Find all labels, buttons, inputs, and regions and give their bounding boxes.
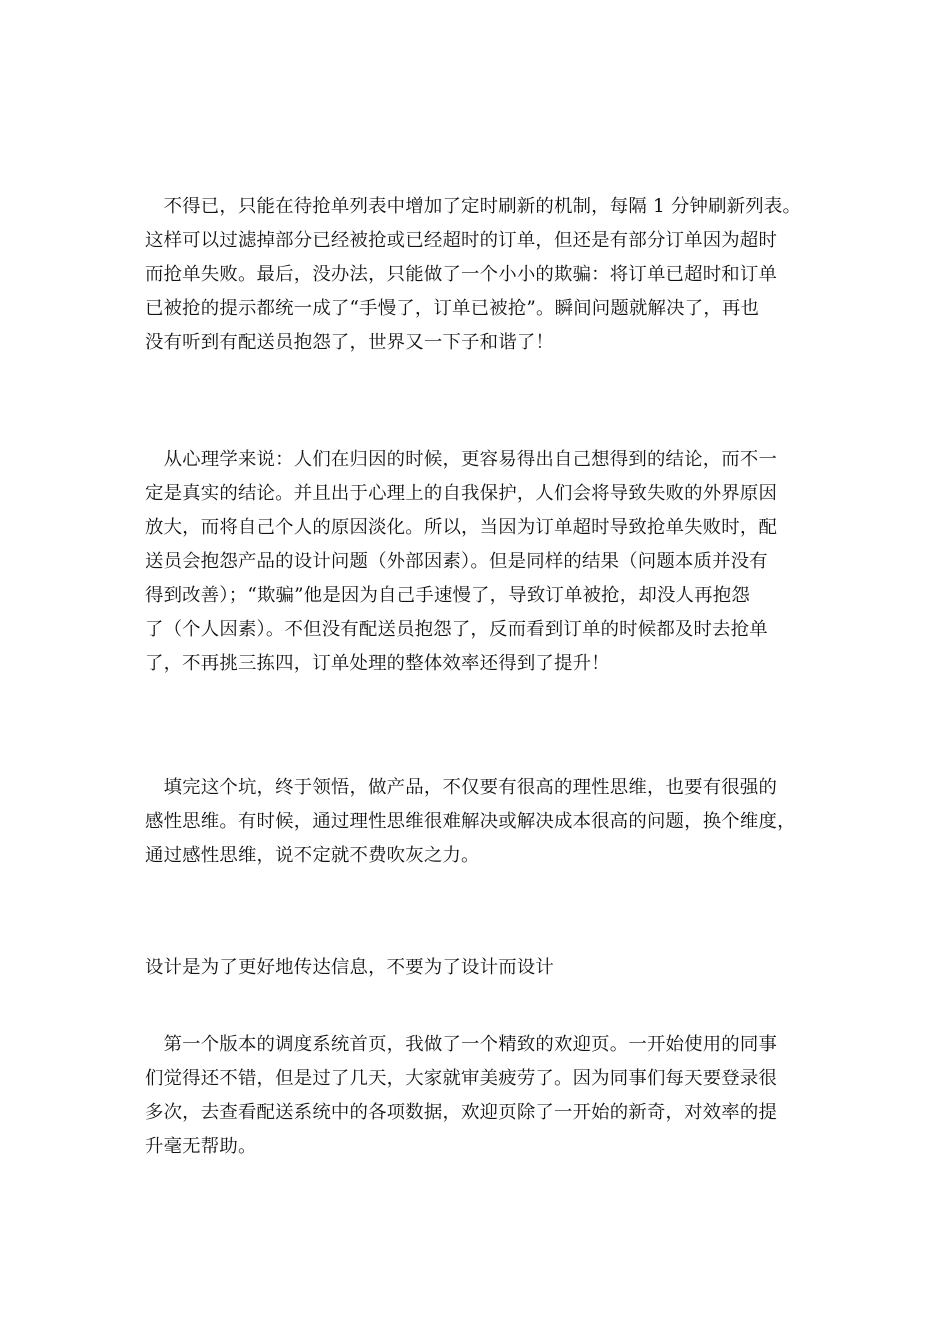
- paragraph-line: 多次，去查看配送系统中的各项数据，欢迎页除了一开始的新奇，对效率的提: [145, 1102, 778, 1123]
- paragraph-line: 送员会抱怨产品的设计问题（外部因素）。但是同样的结果（问题本质并没有: [145, 551, 768, 572]
- paragraph-welcome-page: [145, 1028, 810, 1164]
- paragraph-line: 而抢单失败。最后，没办法，只能做了一个小小的欺骗：将订单已超时和订单: [145, 264, 778, 285]
- paragraph-conclusion: [145, 771, 810, 873]
- paragraph-line: 没有听到有配送员抱怨了，世界又一下子和谐了！: [145, 332, 554, 353]
- paragraph-line: 放大，而将自己个人的原因淡化。所以，当因为订单超时导致抢单失败时，配: [145, 517, 778, 538]
- paragraph-line: 定是真实的结论。并且出于心理上的自我保护，人们会将导致失败的外界原因: [145, 483, 778, 504]
- paragraph-line: 不得已，只能在待抢单列表中增加了定时刷新的机制，每隔 1 分钟刷新列表。: [145, 196, 802, 217]
- paragraph-line: 通过感性思维，说不定就不费吹灰之力。: [145, 845, 480, 866]
- paragraph-line: 们觉得还不错，但是过了几天，大家就审美疲劳了。因为同事们每天要登录很: [145, 1068, 778, 1089]
- paragraph-psychology: [145, 443, 810, 681]
- paragraph-refresh-mechanism: [145, 190, 810, 360]
- paragraph-line: 填完这个坑，终于领悟，做产品，不仅要有很高的理性思维，也要有很强的: [145, 777, 778, 798]
- paragraph-line: 已被抢的提示都统一成了“手慢了，订单已被抢”。瞬间问题就解决了，再也: [145, 298, 760, 319]
- paragraph-line: 了，不再挑三拣四，订单处理的整体效率还得到了提升！: [145, 653, 610, 674]
- paragraph-line: 升毫无帮助。: [145, 1136, 257, 1157]
- section-heading-text: 设计是为了更好地传达信息，不要为了设计而设计: [145, 957, 554, 978]
- section-heading: [145, 951, 810, 985]
- paragraph-line: 从心理学来说：人们在归因的时候，更容易得出自己想得到的结论，而不一: [145, 449, 778, 470]
- paragraph-line: 这样可以过滤掉部分已经被抢或已经超时的订单，但还是有部分订单因为超时: [145, 230, 778, 251]
- paragraph-line: 感性思维。有时候，通过理性思维很难解决或解决成本很高的问题，换个维度，: [145, 811, 796, 832]
- paragraph-line: 了（个人因素）。不但没有配送员抱怨了，反而看到订单的时候都及时去抢单: [145, 619, 768, 640]
- paragraph-line: 第一个版本的调度系统首页，我做了一个精致的欢迎页。一开始使用的同事: [145, 1034, 778, 1055]
- paragraph-line: 得到改善）；“欺骗”他是因为自己手速慢了，导致订单被抢，却没人再抱怨: [145, 585, 750, 606]
